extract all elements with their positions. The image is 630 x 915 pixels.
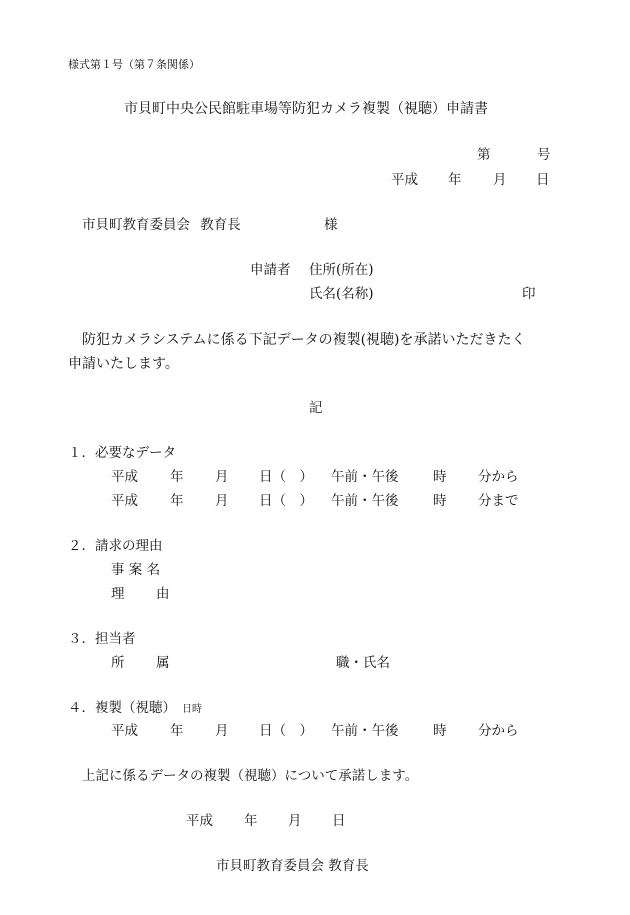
ki-mark: 記	[309, 400, 323, 416]
section1-row1-minute: 分から	[478, 469, 519, 485]
section1-row1-era: 平成	[111, 469, 138, 485]
date-era: 平成	[391, 172, 418, 188]
section4-heading	[68, 699, 202, 719]
section1-row2-minute: 分まで	[478, 493, 519, 509]
approval-date-day: 日	[332, 813, 346, 829]
section1-row2-month: 月	[215, 493, 229, 509]
section1-row2-hour: 時	[433, 493, 447, 509]
section4-row-year: 年	[170, 723, 184, 739]
addressee	[82, 216, 241, 234]
section1-row2-day: 日（ ）	[259, 493, 313, 509]
applicant-label: 申請者	[250, 262, 291, 278]
section2-case-name: 事 案 名	[111, 562, 161, 578]
section4-row-hour: 時	[433, 723, 447, 739]
section1-row1-month: 月	[215, 469, 229, 485]
date-month: 月	[493, 172, 507, 188]
date-day: 日	[536, 172, 550, 188]
section1-row2-era: 平成	[111, 493, 138, 509]
addressee-title: 教育長	[200, 217, 241, 233]
section3-dept-a: 所	[111, 655, 125, 671]
approval-date-year: 年	[244, 813, 258, 829]
applicant-name-label: 氏名(名称)	[309, 286, 374, 302]
section4-row-minute: 分から	[478, 723, 519, 739]
applicant-seal: 印	[522, 286, 536, 302]
approval-text: 上記に係るデータの複製（視聴）について承諾します。	[82, 768, 419, 784]
section4-row-day: 日（ ）	[259, 723, 313, 739]
section2-reason-a: 理	[111, 586, 125, 602]
signer: 市貝町教育委員会 教育長	[216, 858, 369, 874]
applicant-address-label: 住所(所在)	[309, 262, 374, 278]
section4-heading-main: ４．複製（視聴）	[68, 700, 176, 716]
section1-heading: １．必要なデータ	[68, 445, 176, 461]
section4-row-ampm: 午前・午後	[331, 723, 399, 739]
date-year: 年	[448, 172, 462, 188]
section1-row1-day: 日（ ）	[259, 469, 313, 485]
body-text-line2: 申請いたします。	[68, 356, 179, 372]
section3-heading: ３．担当者	[68, 631, 136, 647]
doc-no-gou: 号	[537, 147, 551, 163]
approval-date-month: 月	[288, 813, 302, 829]
section3-dept-b: 属	[156, 655, 170, 671]
doc-no-dai: 第	[477, 147, 491, 163]
section2-heading: ２．請求の理由	[68, 538, 163, 554]
approval-date-era: 平成	[186, 813, 213, 829]
section3-position-name: 職・氏名	[336, 655, 390, 671]
section1-row1-year: 年	[170, 469, 184, 485]
document-title: 市貝町中央公民館駐車場等防犯カメラ複製（視聴）申請書	[124, 101, 488, 117]
form-number: 様式第１号（第７条関係）	[68, 58, 200, 71]
addressee-org: 市貝町教育委員会	[82, 217, 190, 233]
section1-row2-ampm: 午前・午後	[331, 493, 399, 509]
section4-heading-small: 日時	[182, 704, 202, 715]
body-text-line1: 防犯カメラシステムに係る下記データの複製(視聴)を承諾いただきたく	[82, 332, 526, 348]
section4-row-era: 平成	[111, 723, 138, 739]
section1-row2-year: 年	[170, 493, 184, 509]
addressee-sama: 様	[324, 217, 338, 233]
section1-row1-ampm: 午前・午後	[331, 469, 399, 485]
section1-row1-hour: 時	[433, 469, 447, 485]
section2-reason-b: 由	[156, 586, 170, 602]
section4-row-month: 月	[215, 723, 229, 739]
